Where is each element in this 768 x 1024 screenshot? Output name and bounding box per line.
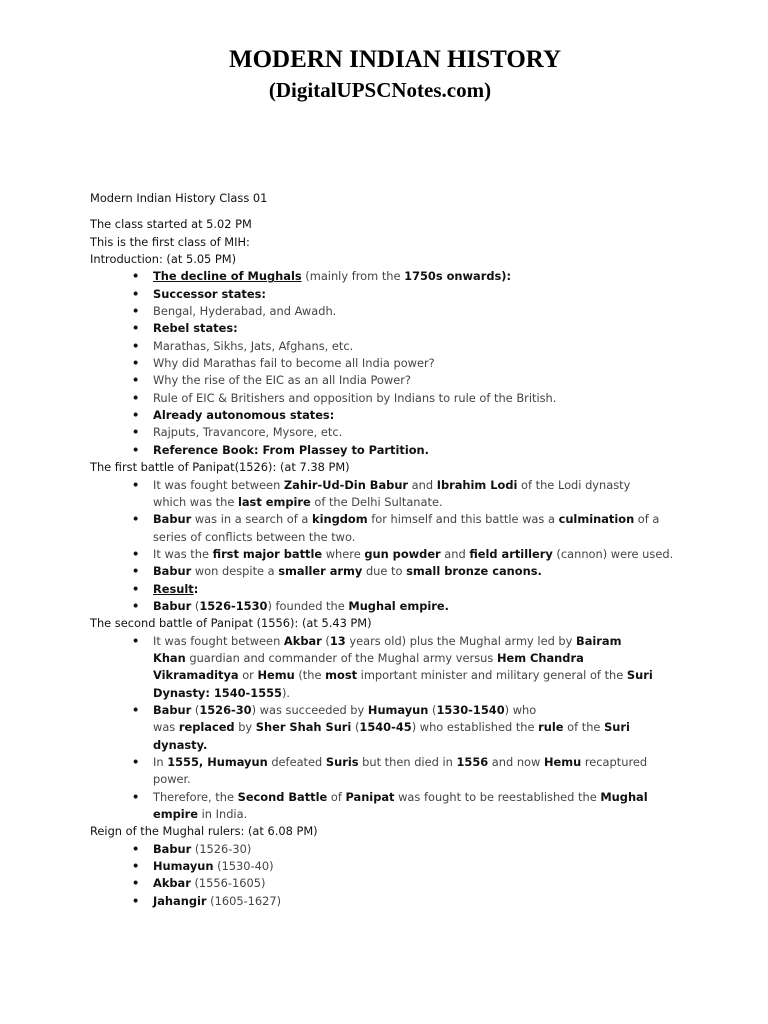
text-run: and (408, 477, 437, 492)
text-run: Babur (153, 564, 192, 579)
text-run: defeated (267, 755, 326, 769)
text-run: first major battle (212, 546, 323, 561)
text-run: which was the (153, 494, 238, 509)
list-item (90, 702, 690, 719)
class-description: This is the first class of MIH: (90, 234, 250, 249)
text-run: Vikramaditya (153, 668, 239, 683)
list-item (90, 598, 690, 615)
text-run: In (153, 755, 168, 769)
text-run: of a (634, 512, 660, 527)
text-run: Ibrahim Lodi (436, 477, 518, 492)
list-item (90, 667, 690, 684)
text-run: Hemu (257, 668, 295, 683)
list-item (90, 390, 690, 407)
list-item (90, 875, 690, 892)
bullet-list (90, 633, 690, 824)
text-run: last empire (237, 494, 311, 509)
text-run: Marathas, Sikhs, Jats, Afghans, etc. (153, 338, 354, 353)
list-item (90, 372, 690, 389)
list-item (90, 355, 690, 372)
list-item (90, 806, 690, 823)
text-run: of the (563, 720, 605, 735)
text-run: in India. (198, 807, 248, 822)
text-run: ( (351, 720, 360, 735)
text-run: (1526-30) (191, 841, 252, 856)
list-item (90, 303, 690, 320)
text-run: Babur (153, 702, 192, 717)
text-run: Suri (604, 720, 630, 735)
text-run: (1530-40) (213, 859, 274, 874)
text-run: Result (153, 581, 194, 596)
text-run: Suri (626, 668, 653, 683)
list-item (90, 320, 690, 337)
text-run: Why the rise of the EIC as an all India Power? (153, 373, 411, 388)
list-item (90, 546, 690, 563)
text-run: by (234, 720, 256, 735)
text-run: Zahir-Ud-Din Babur (283, 477, 409, 492)
section-heading: Reign of the Mughal rulers: (at 6.08 PM) (90, 824, 318, 839)
text-run: and (440, 546, 470, 561)
text-run: Humayun (367, 702, 429, 717)
text-run: Akbar (153, 876, 191, 891)
text-run: ( (191, 702, 200, 717)
text-run: of (327, 789, 346, 804)
text-run: 1530-1540 (436, 702, 505, 717)
text-run: It was the (153, 546, 213, 561)
text-run: of the Delhi Sultanate. (310, 494, 443, 509)
text-run: but then died in (358, 755, 457, 769)
text-run: Babur (153, 598, 192, 613)
text-run: 1556 (456, 755, 489, 769)
text-run: Hem Chandra (496, 650, 584, 665)
text-run: where (322, 546, 365, 561)
text-run: Mughal empire. (348, 598, 449, 613)
text-run: 1750s onwards): (404, 269, 512, 284)
text-run: Bairam (576, 633, 622, 648)
text-run: ) founded the (267, 598, 349, 613)
text-run: for himself and this battle was a (367, 512, 559, 527)
list-item (90, 477, 690, 494)
text-run: ) who established the (411, 720, 539, 735)
text-run: field artillery (469, 546, 553, 561)
text-run: due to (362, 564, 407, 579)
list-item (90, 685, 690, 702)
text-run: Akbar (283, 633, 322, 648)
list-item (90, 407, 690, 424)
text-run: Mughal (600, 789, 648, 804)
text-run: 1540-45 (359, 720, 412, 735)
text-run: Second Battle (237, 789, 328, 804)
text-run: Babur (153, 841, 192, 856)
text-run: 1555, Humayun (167, 755, 268, 769)
text-run: ( (321, 633, 330, 648)
text-run: important minister and military general of the (357, 668, 627, 683)
text-run: Rule of EIC & Britishers and opposition by Indians to rule of the British. (153, 390, 557, 405)
list-item (90, 893, 690, 910)
text-run: power. (153, 772, 191, 787)
text-run: Successor states: (153, 286, 266, 301)
text-run: Khan (153, 650, 186, 665)
text-run: recaptured (581, 755, 648, 769)
list-item (90, 424, 690, 441)
text-run: guardian and commander of the Mughal army versus (185, 650, 497, 665)
text-run: (1605-1627) (206, 893, 282, 908)
text-run: ( (191, 598, 200, 613)
text-run: Panipat (345, 789, 395, 804)
text-run: was in a search of a (191, 512, 312, 527)
text-run: rule (538, 720, 564, 735)
list-item (90, 858, 690, 875)
text-run: 1526-30 (199, 702, 252, 717)
section-heading: The first battle of Panipat(1526): (at 7.38 PM) (90, 460, 350, 475)
list-item (90, 771, 690, 788)
text-run: Rajputs, Travancore, Mysore, etc. (153, 425, 343, 440)
text-run: small bronze canons. (406, 564, 542, 579)
list-item (90, 581, 690, 598)
text-run: Bengal, Hyderabad, and Awadh. (153, 304, 337, 319)
text-run: ) who (504, 702, 537, 717)
text-run: mainly from the (309, 269, 405, 284)
text-run: It was fought between (153, 633, 284, 648)
list-item (90, 494, 690, 511)
text-run: was (153, 720, 179, 735)
text-run: Dynasty: 1540-1555 (153, 685, 282, 700)
text-run: ( (301, 269, 310, 284)
text-run: years old) plus the Mughal army led by (345, 633, 577, 648)
class-start-time: The class started at 5.02 PM (90, 217, 252, 232)
text-run: 1526-1530 (199, 598, 268, 613)
text-run: Why did Marathas fail to become all India power? (153, 356, 435, 371)
text-run: Suris (325, 755, 359, 769)
list-item (90, 511, 690, 528)
text-run: (cannon) were used. (552, 546, 674, 561)
list-item (90, 442, 690, 459)
text-run: Humayun (153, 859, 214, 874)
list-item (90, 737, 690, 754)
list-item (90, 754, 690, 771)
text-run: Sher Shah Suri (255, 720, 352, 735)
text-run: smaller army (278, 564, 363, 579)
text-run: ). (281, 685, 291, 700)
text-run: or (238, 668, 258, 683)
text-run: 13 (329, 633, 346, 648)
text-run: It was fought between (153, 477, 284, 492)
text-run: (the (294, 668, 326, 683)
text-run: series of conflicts between the two. (153, 529, 356, 544)
text-run: kingdom (312, 512, 368, 527)
list-item (90, 563, 690, 580)
text-run: Rebel states: (153, 321, 238, 336)
text-run: dynasty. (153, 737, 208, 752)
list-item (90, 286, 690, 303)
text-run: won despite a (191, 564, 279, 579)
text-run: Jahangir (153, 893, 207, 908)
list-item (90, 268, 690, 285)
text-run: : (193, 581, 199, 596)
text-run: Reference Book: From Plassey to Partition. (153, 442, 429, 457)
text-run: was fought to be reestablished the (394, 789, 601, 804)
bullet-list (90, 841, 690, 910)
list-item (90, 529, 690, 546)
text-run: culmination (558, 512, 635, 527)
list-item (90, 719, 690, 736)
list-item (90, 338, 690, 355)
text-run: ) was succeeded by (251, 702, 368, 717)
text-run: gun powder (364, 546, 441, 561)
text-run: Hemu (543, 755, 582, 769)
section-heading: The second battle of Panipat (1556): (at 5.43 PM) (90, 616, 372, 631)
bullet-list (90, 268, 690, 459)
document-subtitle: (DigitalUPSCNotes.com) (268, 78, 492, 102)
notes-sections (90, 268, 690, 910)
class-title: Modern Indian History Class 01 (90, 191, 268, 205)
text-run: replaced (178, 720, 235, 735)
text-run: ( (428, 702, 437, 717)
text-run: most (325, 668, 358, 683)
text-run: (1556-1605) (190, 876, 266, 891)
list-item (90, 650, 690, 667)
text-run: The decline of Mughals (153, 269, 302, 284)
text-run: empire (153, 807, 198, 822)
list-item (90, 841, 690, 858)
introduction-heading: Introduction: (at 5.05 PM) (90, 252, 237, 267)
text-run: and now (488, 755, 544, 769)
text-run: Therefore, the (153, 789, 238, 804)
text-run: Babur (153, 512, 192, 527)
document-title: MODERN INDIAN HISTORY (228, 46, 562, 73)
list-item (90, 789, 690, 806)
text-run: of the Lodi dynasty (517, 477, 631, 492)
list-item (90, 633, 690, 650)
text-run: Already autonomous states: (153, 408, 335, 423)
bullet-list (90, 477, 690, 616)
document-body (90, 190, 690, 910)
